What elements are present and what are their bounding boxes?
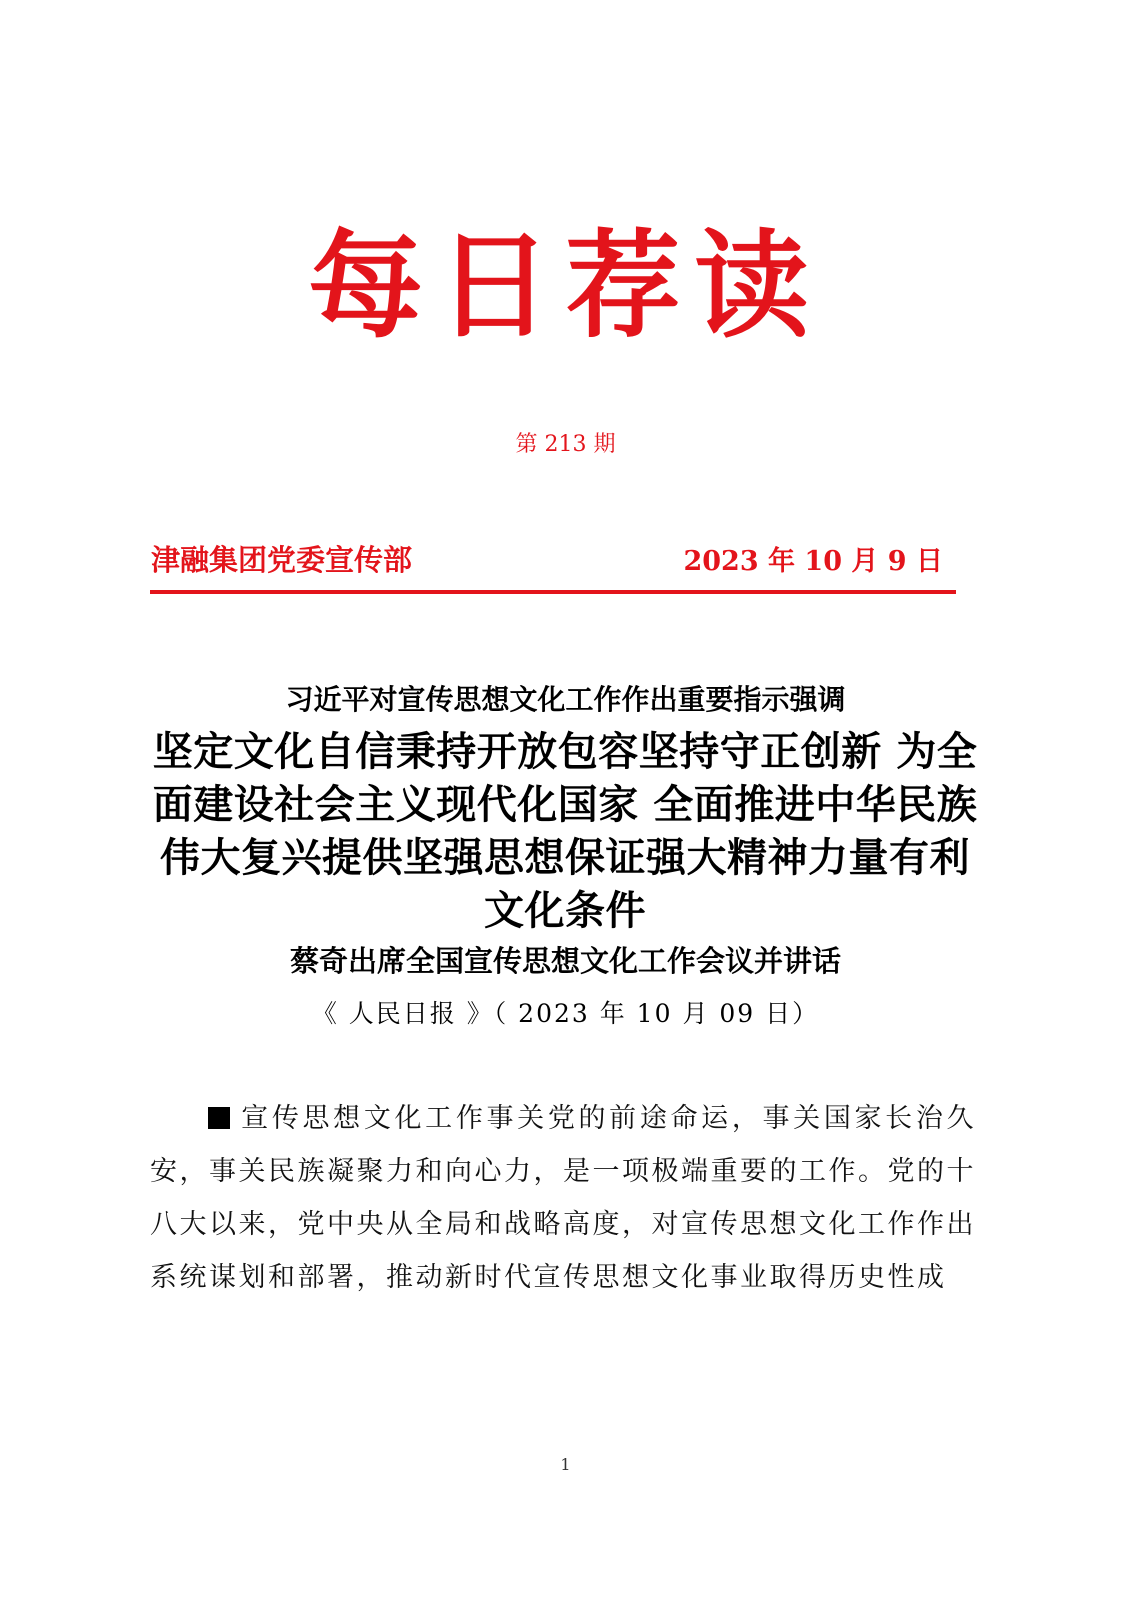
article-body (150, 1092, 976, 1304)
issue-date: 2023 年 10 月 9 日 (683, 546, 943, 577)
black-square-icon (208, 1107, 230, 1129)
issuer-department: 津融集团党委宣传部 (151, 543, 413, 577)
article-deck: 蔡奇出席全国宣传思想文化工作会议并讲话 (289, 944, 841, 978)
article-headline: 坚定文化自信秉持开放包容坚持守正创新 为全面建设社会主义现代化国家 全面推进中华民族伟大复兴提供坚强思想保证强大精神力量有利文化条件 (152, 728, 978, 934)
red-divider-rule (150, 590, 956, 594)
article-body-text: 宣传思想文化工作事关党的前途命运，事关国家长治久安，事关民族凝聚力和向心力，是一项极端重要的工作。党的十八大以来，党中央从全局和战略高度，对宣传思想文化工作作出系统谋划和部署，推动新时代宣传思想文化事业取得历史性成 (150, 1103, 976, 1293)
article-subhead: 习近平对宣传思想文化工作作出重要指示强调 (285, 683, 846, 716)
article-source: 《 人民日报 》（ 2023 年 10 月 09 日） (311, 999, 820, 1028)
masthead-title: 每日荐读 (308, 219, 823, 354)
issue-number: 第 213 期 (515, 432, 616, 457)
page-number: 1 (560, 1455, 571, 1474)
